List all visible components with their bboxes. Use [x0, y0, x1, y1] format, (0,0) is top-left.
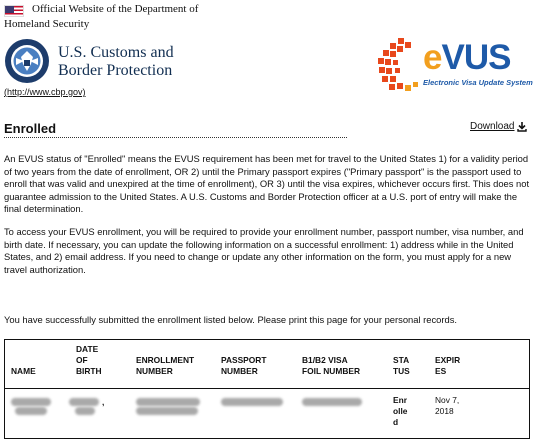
dob-suffix: , [102, 397, 105, 407]
redacted-visa-foil-number [302, 398, 362, 406]
status-value: Enr olle d [393, 395, 408, 427]
header-name: NAME [11, 366, 36, 376]
redacted-name [11, 398, 51, 406]
page-title: Enrolled [4, 121, 57, 136]
download-link[interactable] [470, 121, 527, 132]
header-expires: EXPIR ES [435, 355, 461, 376]
status-explanation-text: An EVUS status of "Enrolled" means the EVUS requirement has been met for travel to the United States 1) for a validity period of two years from the date of enrollment, OR 2) until the Primary passport expires ("Primary passport" is the passport used to enroll that was valid and unexpired at the time of enrollment), OR 3) until the visa expires, whichever occurs first. This does not guarantee admission to the United States. A U.S. Customs and Border Protection officer at a U.S. port of entry will make the final determination. [4, 153, 530, 215]
header-status: STA TUS [393, 355, 410, 376]
evus-logo [376, 36, 538, 94]
cbp-name-line2: Border Protection [58, 62, 173, 79]
us-flag-icon [4, 5, 24, 17]
redacted-date-of-birth [69, 398, 99, 406]
gov-banner [4, 2, 198, 32]
success-message-text: You have successfully submitted the enrollment listed below. Please print this page for your personal records. [4, 314, 458, 325]
cbp-seal-icon [4, 38, 50, 84]
table-header-divider [5, 388, 529, 389]
redacted-passport-number [221, 398, 283, 406]
header-visa-foil-number: B1/B2 VISA FOIL NUMBER [302, 355, 361, 376]
redacted-date-of-birth [75, 407, 95, 415]
header-date-of-birth: DATE OF BIRTH [76, 344, 102, 376]
redacted-enrollment-number [136, 407, 198, 415]
header-enrollment-number: ENROLLMENT NUMBER [136, 355, 195, 376]
download-label: Download [470, 121, 515, 132]
cbp-name [58, 44, 174, 80]
gov-banner-line2: Homeland Security [4, 18, 90, 30]
evus-tagline: Electronic Visa Update System [423, 78, 533, 87]
access-instructions-text: To access your EVUS enrollment, you will be required to provide your enrollment number, passport number, visa number, and birth date. If necessary, you can update the following information on a successful enrollment: 1) address while in the United States, and 2) email address. If you need to change or update any other information on the form, you must apply for a new travel authorization. [4, 226, 524, 275]
redacted-name [15, 407, 47, 415]
header-passport-number: PASSPORT NUMBER [221, 355, 267, 376]
title-divider [4, 137, 347, 138]
evus-wordmark: eVUS [423, 38, 511, 77]
cbp-name-line1: U.S. Customs and [58, 44, 174, 61]
expires-value: Nov 7, 2018 [435, 395, 460, 416]
redacted-enrollment-number [136, 398, 200, 406]
cbp-website-link[interactable]: (http://www.cbp.gov) [4, 87, 86, 97]
enrollment-table [4, 339, 530, 439]
gov-banner-line1: Official Website of the Department of [32, 3, 199, 15]
download-icon [517, 122, 527, 132]
